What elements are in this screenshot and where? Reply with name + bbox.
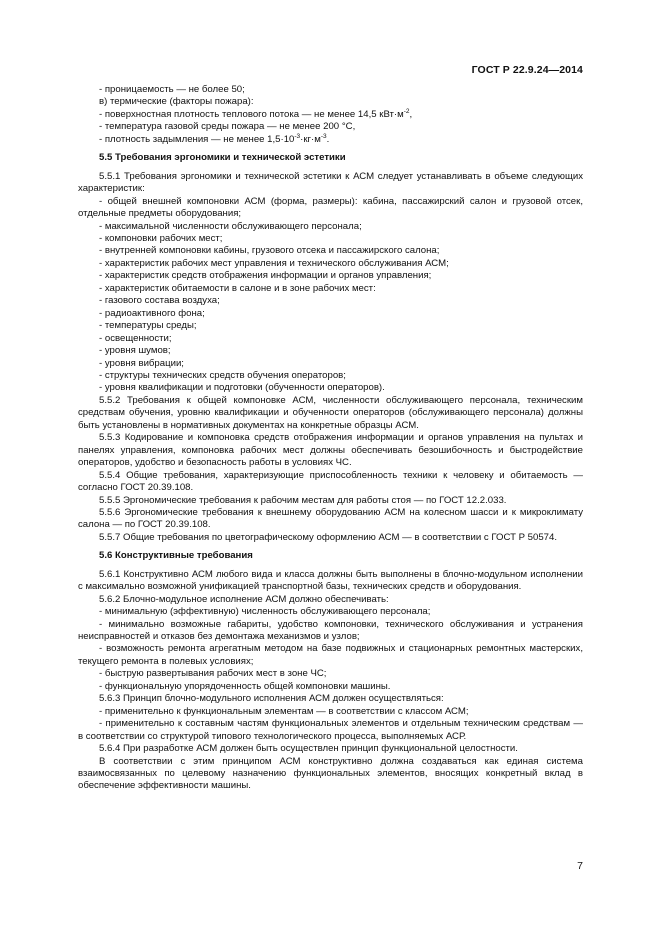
list-item: - применительно к составным частям функциональных элементов и отдельным техническим средствам — в соответствии со структурой типового технологического процесса, выполняемых АСР. bbox=[78, 718, 583, 742]
paragraph: 5.5.5 Эргономические требования к рабочим местам для работы стоя — по ГОСТ 12.2.033. bbox=[99, 494, 507, 506]
paragraph: 5.6.2 Блочно-модульное исполнение АСМ должно обеспечивать: bbox=[99, 593, 389, 605]
document-header: ГОСТ Р 22.9.24—2014 bbox=[471, 64, 583, 76]
list-item: - быструю развертывания рабочих мест в зоне ЧС; bbox=[99, 668, 327, 680]
requirements-list bbox=[78, 196, 583, 395]
list-item: - температура газовой среды пожара — не менее 200 °С, bbox=[99, 121, 356, 133]
list-item: - радиоактивного фона; bbox=[99, 307, 205, 319]
list-item: - минимальную (эффективную) численность обслуживающего персонала; bbox=[99, 606, 431, 618]
list-item: - общей внешней компоновки АСМ (форма, размеры): кабина, пассажирский салон и грузовой отсек, отдельные предметы оборудования; bbox=[78, 195, 583, 220]
paragraph: 5.5.1 Требования эргономики и технической эстетики к АСМ следует устанавливать в объеме следующих характеристик: bbox=[78, 170, 583, 195]
list-item: - характеристик обитаемости в салоне и в зоне рабочих мест: bbox=[99, 282, 376, 294]
paragraph: 5.5.7 Общие требования по цветографическому оформлению АСМ — в соответствии с ГОСТ Р 50574. bbox=[99, 531, 558, 543]
list-item: в) термические (факторы пожара): bbox=[99, 96, 254, 108]
list-item: - максимальной численности обслуживающего персонала; bbox=[99, 220, 362, 232]
list-item: - функциональную упорядоченность общей компоновки машины. bbox=[99, 680, 391, 692]
paragraph: 5.6.1 Конструктивно АСМ любого вида и класса должны быть выполнены в блочно-модульном исполнении с максимально возможной унификацией транспортной базы, технических средств и оборудования. bbox=[78, 568, 583, 593]
list-item: - освещенности; bbox=[99, 332, 172, 344]
paragraph: 5.6.3 Принцип блочно-модульного исполнения АСМ должен осуществляться: bbox=[99, 693, 444, 705]
document-body bbox=[78, 84, 583, 793]
list-item: - уровня шумов; bbox=[99, 345, 171, 357]
list-item: - минимально возможные габариты, удобство компоновки, технического обслуживания и устранения неисправностей и отказов без демонтажа механизмов и узлов; bbox=[78, 618, 583, 643]
section-heading-5-5: 5.5 Требования эргономики и технической эстетики bbox=[99, 152, 346, 164]
list-item: - возможность ремонта агрегатным методом на базе подвижных и стационарных ремонтных мастерских, текущего ремонта в полевых условиях; bbox=[78, 643, 583, 667]
list-item: - структуры технических средств обучения операторов; bbox=[99, 369, 346, 381]
page-number: 7 bbox=[577, 860, 583, 872]
paragraph: 5.5.3 Кодирование и компоновка средств отображения информации и органов управления на пультах и панелях управления, компоновка рабочих мест должны обеспечивать безошибочность и быстродействие операторов, удобство и безопасность работы в условиях ЧС. bbox=[78, 432, 583, 469]
list-item: - внутренней компоновки кабины, грузового отсека и пассажирского салона; bbox=[99, 245, 440, 257]
list-item: - газового состава воздуха; bbox=[99, 295, 220, 307]
list-item: - уровня квалификации и подготовки (обученности операторов). bbox=[99, 382, 385, 394]
paragraph: 5.5.4 Общие требования, характеризующие приспособленность техники к человеку и обитаемость — согласно ГОСТ 20.39.108. bbox=[78, 469, 583, 494]
list-item: - температуры среды; bbox=[99, 320, 197, 332]
list-item: - компоновки рабочих мест; bbox=[99, 232, 223, 244]
paragraph: 5.6.4 При разработке АСМ должен быть осуществлен принцип функциональной целостности. bbox=[99, 743, 518, 755]
paragraph: В соответствии с этим принципом АСМ конструктивно должна создаваться как единая система взаимосвязанных по целевому назначению функциональных элементов, вносящих конкретный вклад в обеспечение эффективности машины. bbox=[78, 755, 583, 792]
paragraph: 5.5.2 Требования к общей компоновке АСМ, численности обслуживающего персонала, техническим средствам обучения, уровню квалификации и обученности операторов (обслуживающего персонала) должны быть установлены в нормативных документах на конкретные образцы АСМ. bbox=[78, 394, 583, 431]
list-item: - характеристик средств отображения информации и органов управления; bbox=[99, 270, 432, 282]
list-item: - проницаемость — не более 50; bbox=[99, 84, 245, 95]
list-item: - уровня вибрации; bbox=[99, 357, 184, 369]
list-item: - применительно к функциональным элементам — в соответствии с классом АСМ; bbox=[99, 705, 469, 717]
list-item: - поверхностная плотность теплового потока — не менее 14,5 $кВт\cdot м^{-2}$, bbox=[99, 107, 413, 120]
paragraph: 5.5.6 Эргономические требования к внешнему оборудованию АСМ на колесном шасси и к микроклимату салона — по ГОСТ 20.39.108. bbox=[78, 506, 583, 531]
section-heading-5-6: 5.6 Конструктивные требования bbox=[99, 550, 253, 562]
list-item: - характеристик рабочих мест управления и технического обслуживания АСМ; bbox=[99, 257, 449, 269]
list-item: - плотность задымления — не менее $1,5\cdot 10^{-3}\cdot кг\cdot м^{-3}$. bbox=[99, 132, 330, 145]
